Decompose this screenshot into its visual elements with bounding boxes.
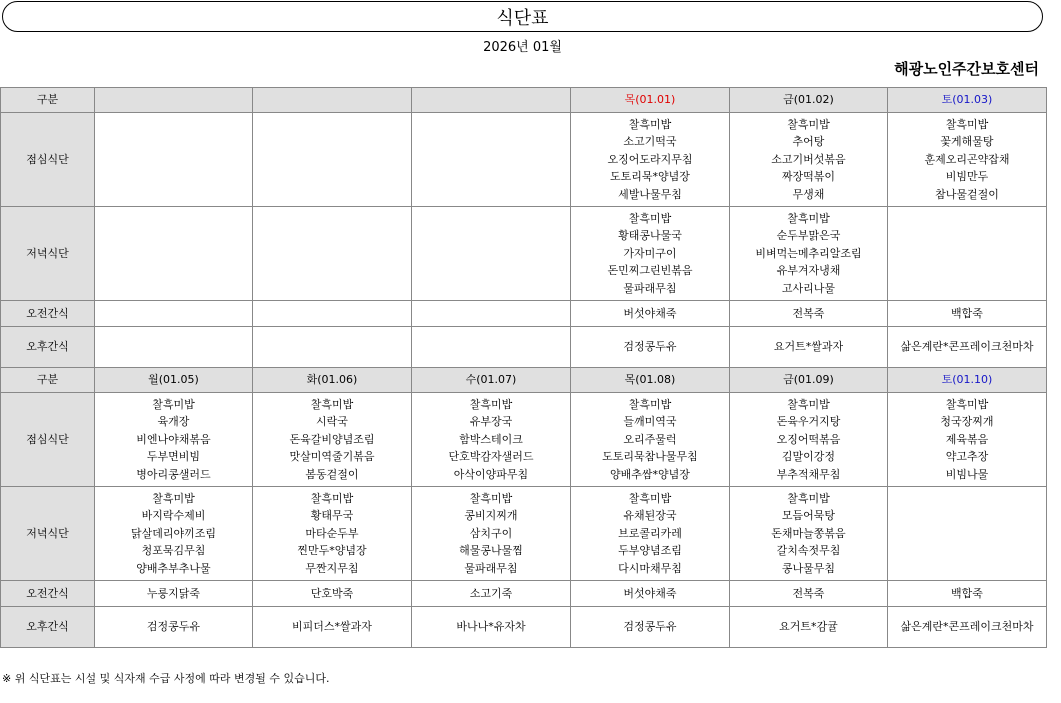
menu-item: 삼치구이 (469, 526, 513, 540)
menu-item: 짜장떡볶이 (781, 170, 836, 184)
pm-snack-cell: 검정콩두유 (571, 327, 730, 368)
menu-item: 찰흑미밥 (469, 397, 513, 411)
menu-item: 도토리묵참나물무침 (602, 450, 698, 464)
menu-item: 돈민찌그린빈볶음 (607, 264, 693, 278)
row-label-pm_snack: 오후간식 (1, 327, 95, 368)
month-label: 2026년 01월 (483, 40, 562, 55)
menu-item: 찰흑미밥 (787, 491, 830, 505)
menu-item: 찐만두*양념장 (297, 544, 367, 558)
menu-item: 도토리묵*양념장 (610, 170, 690, 184)
pm-snack-cell: 검정콩두유 (571, 607, 730, 648)
menu-item: 김말이강정 (781, 450, 836, 464)
menu-item: 무생채 (792, 187, 825, 201)
day-header (412, 88, 571, 113)
menu-item: 약고추장 (945, 450, 989, 464)
am-snack-cell: 백합죽 (888, 581, 1047, 607)
lunch-cell (730, 113, 888, 207)
row-am_snack-week1 (1, 301, 1047, 327)
lunch-cell (888, 393, 1047, 487)
lunch-cell (571, 393, 730, 487)
am-snack-cell (412, 301, 571, 327)
menu-item: 아삭이양파무침 (453, 467, 529, 481)
day-header (253, 88, 412, 113)
menu-item: 물파래무침 (623, 281, 677, 295)
menu-item: 다시마채무침 (618, 561, 682, 575)
row-header-week1 (1, 88, 1047, 113)
row-label-header: 구분 (1, 368, 95, 393)
menu-item: 찰흑미밥 (787, 117, 830, 131)
day-header: 월(01.05) (95, 368, 253, 393)
menu-item: 오징어떡볶음 (776, 432, 841, 446)
pm-snack-cell: 바나나*유자차 (412, 607, 571, 648)
menu-item: 가자미구이 (623, 246, 677, 260)
menu-item: 찰흑미밥 (628, 397, 672, 411)
menu-item: 병아리콩샐러드 (136, 467, 211, 481)
day-header (95, 88, 253, 113)
dinner-cell (730, 207, 888, 301)
menu-item: 소고기버섯볶음 (771, 152, 846, 166)
lunch-cell (888, 113, 1047, 207)
row-pm_snack-week1 (1, 327, 1047, 368)
menu-item: 함박스테이크 (459, 432, 523, 446)
menu-item: 찰흑미밥 (628, 117, 672, 131)
lunch-cell (253, 393, 412, 487)
menu-item: 두부면비빔 (146, 450, 201, 464)
menu-item: 비빔나물 (945, 467, 989, 481)
dinner-cell (412, 207, 571, 301)
pm-snack-cell: 삶은계란*콘프레이크천마차 (888, 607, 1047, 648)
menu-item: 두부양념조림 (618, 544, 682, 558)
menu-item: 찰흑미밥 (787, 211, 830, 225)
menu-item: 찰흑미밥 (945, 397, 989, 411)
menu-item: 찰흑미밥 (152, 491, 195, 505)
menu-item: 황태콩나물국 (618, 229, 682, 243)
menu-item: 찰흑미밥 (469, 491, 513, 505)
menu-item: 봄동겉절이 (305, 467, 359, 481)
dinner-cell (253, 487, 412, 581)
menu-item: 추어탕 (792, 135, 825, 149)
row-lunch-week1 (1, 113, 1047, 207)
menu-item: 유채된장국 (623, 509, 677, 523)
menu-item: 닭살데리야끼조림 (130, 526, 216, 540)
menu-item: 부추적채무침 (776, 467, 841, 481)
menu-item: 꽃게해물탕 (940, 135, 994, 149)
dinner-cell (888, 207, 1047, 301)
page-title (2, 1, 1043, 32)
row-dinner-week1 (1, 207, 1047, 301)
am-snack-cell: 누룽지닭죽 (95, 581, 253, 607)
menu-item: 해물콩나물찜 (459, 544, 523, 558)
lunch-cell (571, 113, 730, 207)
menu-item: 오리주물럭 (623, 432, 677, 446)
day-header: 토(01.03) (888, 88, 1047, 113)
menu-item: 비벼먹는메추리알조림 (755, 246, 862, 260)
day-header: 화(01.06) (253, 368, 412, 393)
pm-snack-cell (253, 327, 412, 368)
am-snack-cell (253, 301, 412, 327)
menu-item: 소고기떡국 (623, 135, 677, 149)
dinner-cell (571, 487, 730, 581)
menu-item: 돈채마늘쫑볶음 (771, 526, 846, 540)
menu-item: 맛살미역줄기볶음 (289, 450, 375, 464)
menu-item: 찰흑미밥 (310, 397, 354, 411)
am-snack-cell (95, 301, 253, 327)
am-snack-cell: 버섯야채죽 (571, 301, 730, 327)
am-snack-cell: 백합죽 (888, 301, 1047, 327)
pm-snack-cell (412, 327, 571, 368)
menu-item: 제육볶음 (945, 432, 989, 446)
pm-snack-cell: 요거트*쌀과자 (730, 327, 888, 368)
dinner-cell (253, 207, 412, 301)
menu-item: 순두부맑은국 (776, 229, 841, 243)
menu-item: 육개장 (157, 415, 190, 429)
am-snack-cell: 전복죽 (730, 301, 888, 327)
menu-item: 콩비지찌개 (464, 509, 518, 523)
pm-snack-cell (95, 327, 253, 368)
row-label-header: 구분 (1, 88, 95, 113)
menu-item: 모듬어묵탕 (781, 509, 836, 523)
menu-item: 훈제오리곤약잡채 (924, 152, 1010, 166)
row-label-dinner: 저녁식단 (1, 207, 95, 301)
row-dinner-week2 (1, 487, 1047, 581)
footnote: ※ 위 식단표는 시설 및 식자재 수급 사정에 따라 변경될 수 있습니다. (2, 672, 330, 685)
menu-item: 양배추부추나물 (136, 561, 211, 575)
dinner-cell (888, 487, 1047, 581)
center-name: 해광노인주간보호센터 (894, 60, 1039, 78)
menu-item: 찰흑미밥 (787, 397, 830, 411)
pm-snack-cell: 비피더스*쌀과자 (253, 607, 412, 648)
dinner-cell (571, 207, 730, 301)
lunch-cell (95, 393, 253, 487)
pm-snack-cell: 검정콩두유 (95, 607, 253, 648)
row-label-am_snack: 오전간식 (1, 301, 95, 327)
menu-item: 양배추쌈*양념장 (610, 467, 690, 481)
menu-item: 비빔만두 (945, 170, 989, 184)
lunch-cell (95, 113, 253, 207)
row-label-lunch: 점심식단 (1, 113, 95, 207)
row-label-dinner: 저녁식단 (1, 487, 95, 581)
row-am_snack-week2 (1, 581, 1047, 607)
day-header: 금(01.09) (730, 368, 888, 393)
dinner-cell (95, 207, 253, 301)
day-header: 토(01.10) (888, 368, 1047, 393)
menu-item: 물파래무침 (464, 561, 518, 575)
menu-item: 유부장국 (469, 415, 513, 429)
row-label-am_snack: 오전간식 (1, 581, 95, 607)
menu-item: 비엔나야채볶음 (136, 432, 211, 446)
menu-item: 마타순두부 (305, 526, 359, 540)
menu-item: 오징어도라지무침 (607, 152, 693, 166)
lunch-cell (412, 393, 571, 487)
dinner-cell (412, 487, 571, 581)
menu-item: 콩나물무침 (781, 561, 836, 575)
title-text: 식단표 (496, 7, 549, 29)
am-snack-cell: 버섯야채죽 (571, 581, 730, 607)
day-header: 금(01.02) (730, 88, 888, 113)
day-header: 목(01.08) (571, 368, 730, 393)
menu-item: 세발나물무침 (618, 187, 682, 201)
menu-item: 찰흑미밥 (945, 117, 989, 131)
menu-item: 찰흑미밥 (152, 397, 195, 411)
lunch-cell (412, 113, 571, 207)
menu-item: 유부겨자냉채 (776, 264, 841, 278)
menu-item: 돈육우거지탕 (776, 415, 841, 429)
am-snack-cell: 전복죽 (730, 581, 888, 607)
menu-item: 갈치속젓무침 (776, 544, 841, 558)
pm-snack-cell: 삶은계란*콘프레이크천마차 (888, 327, 1047, 368)
menu-item: 찰흑미밥 (628, 211, 672, 225)
menu-item: 돈육갈비양념조림 (289, 432, 375, 446)
menu-item: 황태무국 (310, 509, 354, 523)
menu-item: 브로콜리카레 (618, 526, 682, 540)
menu-item: 참나물겉절이 (935, 187, 999, 201)
lunch-cell (730, 393, 888, 487)
row-header-week2 (1, 368, 1047, 393)
menu-item: 바지락수제비 (141, 509, 206, 523)
dinner-cell (95, 487, 253, 581)
row-label-pm_snack: 오후간식 (1, 607, 95, 648)
menu-item: 들깨미역국 (623, 415, 677, 429)
menu-item: 찰흑미밥 (310, 491, 354, 505)
menu-item: 청포묵김무침 (141, 544, 206, 558)
row-lunch-week2 (1, 393, 1047, 487)
row-label-lunch: 점심식단 (1, 393, 95, 487)
day-header: 목(01.01) (571, 88, 730, 113)
dinner-cell (730, 487, 888, 581)
menu-item: 청국장찌개 (940, 415, 994, 429)
am-snack-cell: 소고기죽 (412, 581, 571, 607)
row-pm_snack-week2 (1, 607, 1047, 648)
am-snack-cell: 단호박죽 (253, 581, 412, 607)
pm-snack-cell: 요거트*감귤 (730, 607, 888, 648)
menu-item: 무짠지무침 (305, 561, 359, 575)
menu-item: 시락국 (316, 415, 348, 429)
menu-item: 고사리나물 (781, 281, 836, 295)
menu-table (0, 87, 1047, 648)
menu-item: 단호박감자샐러드 (448, 450, 534, 464)
day-header: 수(01.07) (412, 368, 571, 393)
lunch-cell (253, 113, 412, 207)
menu-item: 찰흑미밥 (628, 491, 672, 505)
